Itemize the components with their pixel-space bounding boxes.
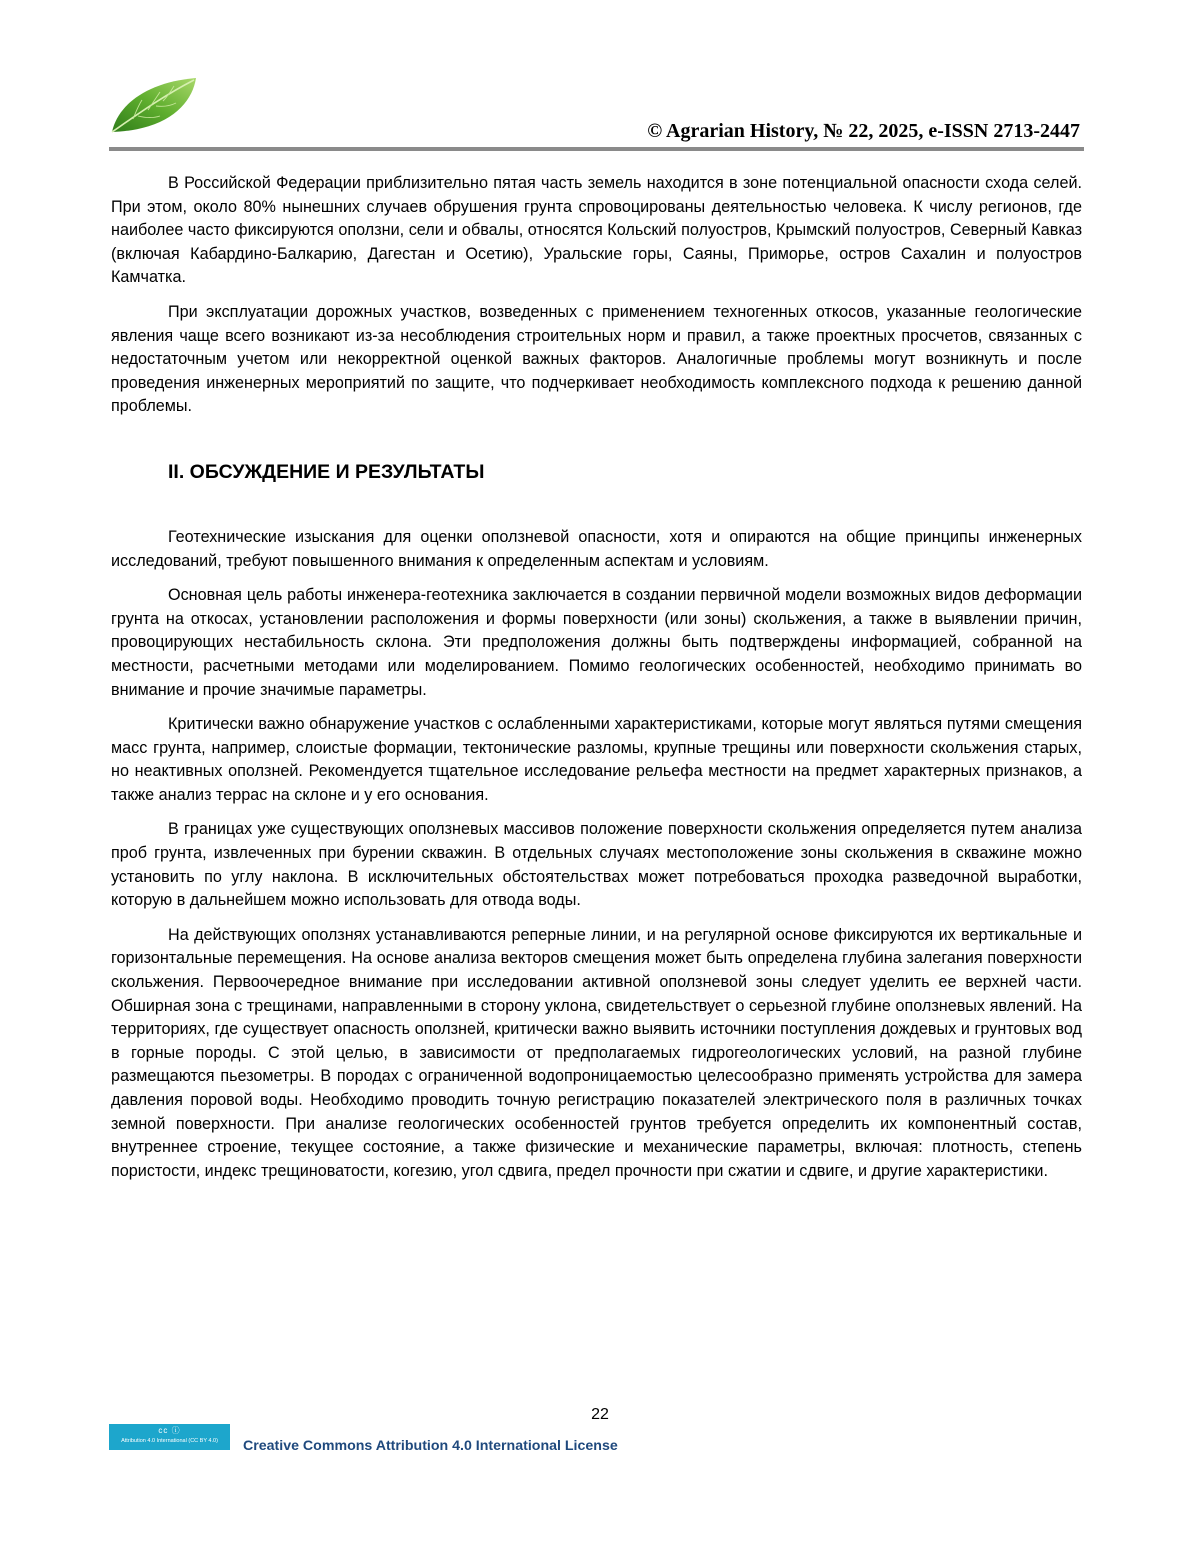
paragraph: При эксплуатации дорожных участков, возведенных с применением техногенных откосов, указанные геологические явления чаще всего возникают из-за несоблюдения строительных норм и правил, а также проектных просчетов, связанных с недостаточным учетом или некорректной оценкой важных факторов. Аналогичные проблемы могут возникнуть и после проведения инженерных мероприятий по защите, что подчеркивает необходимость комплексного подхода к решению данной проблемы.: [111, 302, 1082, 416]
paragraph: В Российской Федерации приблизительно пятая часть земель находится в зоне потенциальной опасности схода селей. При этом, около 80% нынешних случаев обрушения грунта спровоцированы деятельностью человека. К числу регионов, где наиболее часто фиксируются оползни, сели и обвалы, относятся Кольский полуостров, Крымский полуостров, Северный Кавказ (включая Кабардино-Балкарию, Дагестан и Осетию), Уральские горы, Саяны, Приморье, остров Сахалин и полуостров Камчатка.: [111, 174, 1082, 287]
paragraph: Геотехнические изыскания для оценки оползневой опасности, хотя и опираются на общие принципы инженерных исследований, требуют повышенного внимания к определенным аспектам и условиям.: [111, 527, 1082, 570]
cc-license-badge[interactable]: [109, 1424, 230, 1450]
cc-badge-label: Attribution 4.0 International (CC BY 4.0): [121, 1438, 218, 1444]
journal-header: © Agrarian History, № 22, 2025, e-ISSN 2713-2447: [647, 120, 1080, 142]
green-leaf-icon: [108, 74, 200, 136]
section-heading: II. ОБСУЖДЕНИЕ И РЕЗУЛЬТАТЫ: [168, 460, 485, 483]
paragraph: Основная цель работы инженера-геотехника заключается в создании первичной модели возможных видов деформации грунта на откосах, установлении расположения и формы поверхности (или зоны) скольжения, а также в выявлении причин, провоцирующих нестабильность склона. Эти предположения должны быть подтверждены информацией, собранной на местности, расчетными методами или моделированием. Помимо геологических особенностей, необходимо принимать во внимание и прочие значимые параметры.: [111, 586, 1082, 699]
paragraph: Критически важно обнаружение участков с ослабленными характеристиками, которые могут являться путями смещения масс грунта, например, слоистые формации, тектонические разломы, крупные трещины или поверхности скольжения старых, но неактивных оползней. Рекомендуется тщательное исследование рельефа местности на предмет характерных признаков, а также анализ террас на склоне и у его основания.: [111, 715, 1082, 804]
paragraph: На действующих оползнях устанавливаются реперные линии, и на регулярной основе фиксируются их вертикальные и горизонтальные перемещения. На основе анализа векторов смещения может быть определена глубина залегания поверхности скольжения. Первоочередное внимание при исследовании активной оползневой зоны следует уделить ее верхней части. Обширная зона с трещинами, направленными в сторону уклона, свидетельствует о серьезной глубине оползневых явлений. На территориях, где существует опасность оползней, критически важно выявить источники поступления дождевых и грунтовых вод в горные породы. С этой целью, в зависимости от предполагаемых гидрогеологических условий, на разной глубине размещаются пьезометры. В породах с ограниченной водопроницаемостью целесообразно применять устройства для замера давления поровой воды. Необходимо проводить точную регистрацию показателей электрического поля в различных точках земной поверхности. При анализе геологических особенностей грунтов требуется определить их компонентный состав, внутреннее строение, текущее состояние, а также физические и механические параметры, включая: плотность, степень пористости, индекс трещиноватости, когезию, угол сдвига, предел прочности при сжатии и сдвиге, и другие характеристики.: [111, 925, 1082, 1180]
cc-by-icon: cc ⓘ: [158, 1426, 181, 1435]
page-number: 22: [591, 1406, 609, 1423]
header-divider: [109, 147, 1084, 151]
paragraph: В границах уже существующих оползневых массивов положение поверхности скольжения определяется путем анализа проб грунта, извлеченных при бурении скважин. В отдельных случаях местоположение зоны скольжения в скважине можно установить по углу наклона. В исключительных обстоятельствах может потребоваться проходка разведочной выработки, которую в дальнейшем можно использовать для отвода воды.: [111, 820, 1082, 910]
article-body: [111, 172, 1082, 1194]
license-link[interactable]: Creative Commons Attribution 4.0 International License: [243, 1438, 618, 1454]
